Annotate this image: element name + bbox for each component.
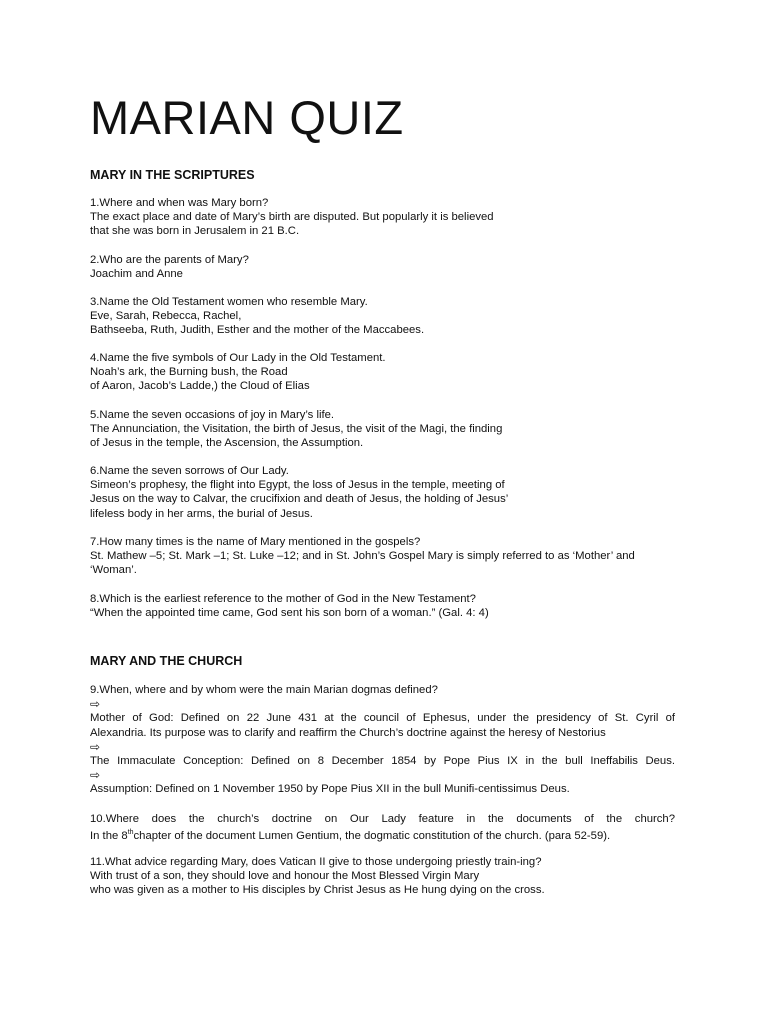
answer-line: “When the appointed time came, God sent his son born of a woman.” (Gal. 4: 4) (90, 607, 489, 620)
answer-line: Mother of God: Defined on 22 June 431 at the council of Ephesus, under the presidency of St. Cyril of (90, 712, 675, 725)
section-heading-church: MARY AND THE CHURCH (90, 654, 243, 668)
page-title: MARIAN QUIZ (90, 91, 404, 144)
question-text: 2.Who are the parents of Mary? (90, 254, 249, 266)
answer-line (90, 826, 675, 843)
section-heading-scriptures: MARY IN THE SCRIPTURES (90, 168, 255, 182)
question-text: 4.Name the five symbols of Our Lady in the Old Testament. (90, 352, 386, 364)
question-block-7 (90, 535, 675, 578)
answer-line: Alexandria. Its purpose was to clarify and reaffirm the Church’s doctrine against the heresy of Nestorius (90, 726, 606, 739)
answer-line: With trust of a son, they should love and honour the Most Blessed Virgin Mary (90, 870, 480, 883)
question-block-10 (90, 812, 675, 843)
answer-line: Assumption: Defined on 1 November 1950 by Pope Pius XII in the bull Munifi-centissimus Deus. (90, 783, 570, 796)
answer-line: The Annunciation, the Visitation, the birth of Jesus, the visit of the Magi, the finding (90, 423, 503, 436)
question-block-2 (90, 253, 675, 281)
question-block-3 (90, 295, 675, 338)
answer-line: who was given as a mother to His disciples by Christ Jesus as He hung dying on the cross. (90, 884, 545, 897)
question-block-9 (90, 683, 675, 797)
answer-line: Noah’s ark, the Burning bush, the Road (90, 366, 288, 379)
answer-line: of Jesus in the temple, the Ascension, the Assumption. (90, 437, 364, 450)
answer-line: Simeon’s prophesy, the flight into Egypt, the loss of Jesus in the temple, meeting of (90, 479, 505, 492)
right-arrow-icon: ⇨ (90, 697, 101, 712)
question-text: 1.Where and when was Mary born? (90, 197, 269, 209)
answer-part: chapter of the document Lumen Gentium, the dogmatic constitution of the church. (para 52-59). (133, 829, 611, 842)
answer-line: Joachim and Anne (90, 268, 183, 281)
answer-line: of Aaron, Jacob’s Ladde,) the Cloud of Elias (90, 380, 310, 393)
answer-line: Bathseeba, Ruth, Judith, Esther and the mother of the Maccabees. (90, 324, 425, 337)
question-block-8 (90, 592, 675, 620)
right-arrow-icon: ⇨ (90, 768, 101, 783)
right-arrow-icon: ⇨ (90, 739, 101, 754)
question-block-11 (90, 855, 675, 898)
question-text: 10.Where does the church’s doctrine on Our Lady feature in the documents of the church? (90, 813, 675, 825)
answer-line: that she was born in Jerusalem in 21 B.C. (90, 225, 300, 238)
answer-line: Eve, Sarah, Rebecca, Rachel, (90, 310, 242, 323)
answer-line: The exact place and date of Mary’s birth are disputed. But popularly it is believed (90, 211, 494, 224)
question-block-4 (90, 351, 675, 394)
answer-line: Jesus on the way to Calvar, the crucifixion and death of Jesus, the holding of Jesus’ (90, 493, 509, 506)
question-block-6 (90, 464, 675, 521)
answer-line: lifeless body in her arms, the burial of Jesus. (90, 507, 313, 520)
answer-line: ‘Woman’. (90, 564, 137, 577)
answer-line: The Immaculate Conception: Defined on 8 December 1854 by Pope Pius IX in the bull Ineffabilis Deus. (90, 755, 675, 768)
question-block-1 (90, 196, 675, 239)
question-text: 3.Name the Old Testament women who resemble Mary. (90, 296, 368, 308)
question-text: 9.When, where and by whom were the main Marian dogmas defined? (90, 684, 438, 696)
question-block-5 (90, 408, 675, 451)
ordinal-suffix: th (127, 829, 134, 837)
answer-part: In the 8 (90, 829, 128, 842)
question-text: 11.What advice regarding Mary, does Vatican II give to those undergoing priestly train-ing? (90, 856, 542, 868)
question-text: 6.Name the seven sorrows of Our Lady. (90, 465, 289, 477)
question-text: 7.How many times is the name of Mary mentioned in the gospels? (90, 536, 421, 548)
question-text: 8.Which is the earliest reference to the mother of God in the New Testament? (90, 593, 476, 605)
answer-line: St. Mathew –5; St. Mark –1; St. Luke –12; and in St. John’s Gospel Mary is simply referred to as ‘Mother’ and (90, 550, 635, 563)
question-text: 5.Name the seven occasions of joy in Mary’s life. (90, 409, 335, 421)
